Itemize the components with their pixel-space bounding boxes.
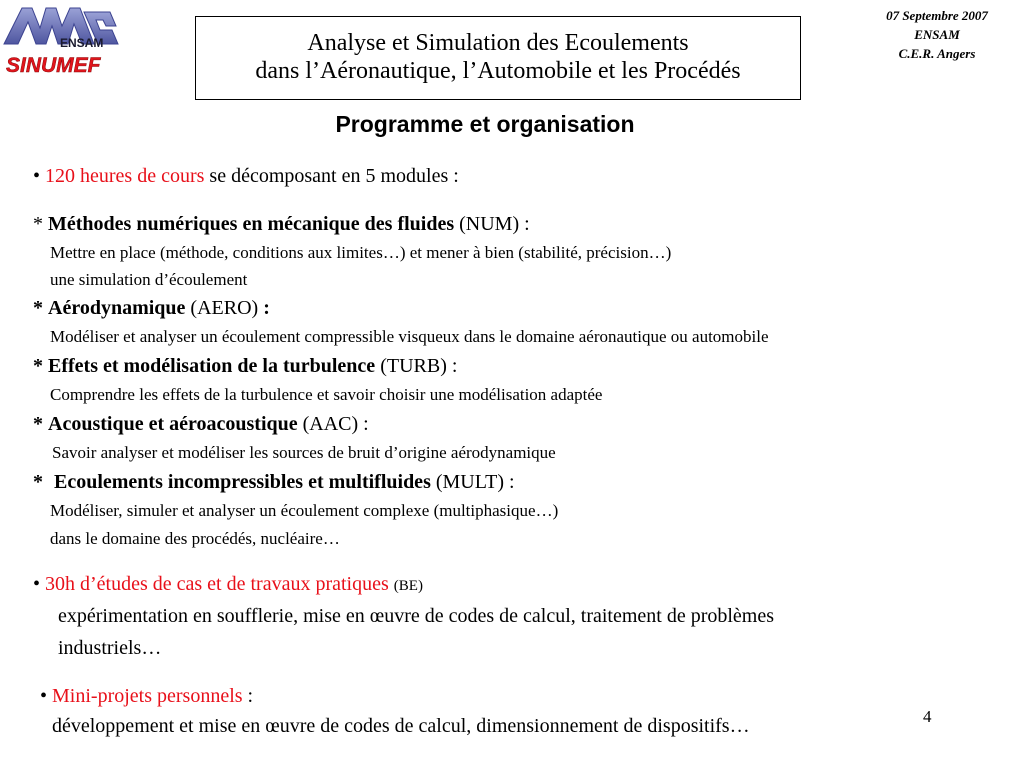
header-center: C.E.R. Angers: [898, 46, 976, 61]
module-turb-title: [33, 354, 457, 378]
mini-colon: :: [247, 685, 254, 707]
title-line-2: dans l’Aéronautique, l’Automobile et les Procédés: [255, 58, 741, 84]
title-box: [195, 16, 801, 100]
module-aac-title: [33, 412, 369, 436]
header-org: ENSAM: [914, 27, 960, 42]
module-num-title: [33, 212, 530, 236]
module-aac-desc-1: Savoir analyser et modéliser les sources de bruit d’origine aérodynamique: [52, 443, 556, 462]
module-code: (AAC) :: [302, 413, 369, 435]
module-name: Aérodynamique: [48, 297, 186, 319]
module-code: (NUM) :: [459, 213, 530, 235]
logo-ensam-text: ENSAM: [60, 36, 104, 50]
be-desc-1: expérimentation en soufflerie, mise en œuvre de codes de calcul, traitement de problèmes: [58, 605, 775, 627]
module-name: Acoustique et aéroacoustique: [48, 413, 298, 435]
mini-line: [40, 684, 253, 708]
module-turb-desc-1: Comprendre les effets de la turbulence et savoir choisir une modélisation adaptée: [50, 385, 603, 404]
logo: [0, 0, 125, 80]
intro-highlight: 120 heures de cours: [45, 165, 205, 187]
module-star: *: [33, 471, 43, 493]
module-star: *: [33, 297, 43, 319]
header-date: 07 Septembre 2007: [886, 8, 988, 23]
module-name: Ecoulements incompressibles et multifluides: [54, 471, 431, 493]
intro-text: se décomposant en 5 modules :: [209, 165, 459, 187]
module-name: Effets et modélisation de la turbulence: [48, 355, 376, 377]
page-number: 4: [923, 707, 932, 726]
module-num-desc-1: Mettre en place (méthode, conditions aux limites…) et mener à bien (stabilité, précision…): [50, 243, 672, 262]
page-heading: Programme et organisation: [335, 111, 635, 137]
module-name: Méthodes numériques en mécanique des fluides: [48, 213, 455, 235]
be-tag: (BE): [393, 578, 423, 594]
module-mult-title: [33, 470, 515, 494]
module-star: *: [33, 355, 43, 377]
intro-line: [33, 164, 459, 188]
title-line-1: Analyse et Simulation des Ecoulements: [307, 30, 689, 56]
module-aero-title: [33, 296, 270, 320]
logo-sinumef-text: SINUMEF: [6, 54, 101, 77]
module-code: (AERO): [190, 297, 259, 319]
module-aero-desc-1: Modéliser et analyser un écoulement compressible visqueux dans le domaine aéronautique ou automobile: [50, 327, 769, 346]
mini-highlight: Mini-projets personnels: [52, 685, 243, 707]
module-star: *: [33, 213, 43, 235]
bullet: •: [40, 685, 48, 707]
bullet: •: [33, 573, 41, 595]
module-mult-desc-1: Modéliser, simuler et analyser un écoulement complexe (multiphasique…): [50, 501, 559, 520]
ensam-sinumef-logo-graphic: [0, 0, 125, 80]
module-num-desc-2: une simulation d’écoulement: [50, 270, 248, 289]
mini-desc: développement et mise en œuvre de codes de calcul, dimensionnement de dispositifs…: [52, 715, 750, 737]
module-mult-desc-2: dans le domaine des procédés, nucléaire…: [50, 529, 340, 548]
be-desc-2: industriels…: [58, 637, 162, 659]
header-info: [852, 6, 1022, 63]
module-code: (MULT) :: [435, 471, 515, 493]
bullet: •: [33, 165, 41, 187]
module-colon: :: [263, 297, 270, 319]
module-code: (TURB) :: [380, 355, 458, 377]
module-star: *: [33, 413, 43, 435]
be-line: [33, 572, 423, 598]
be-highlight: 30h d’études de cas et de travaux pratiques: [45, 573, 389, 595]
